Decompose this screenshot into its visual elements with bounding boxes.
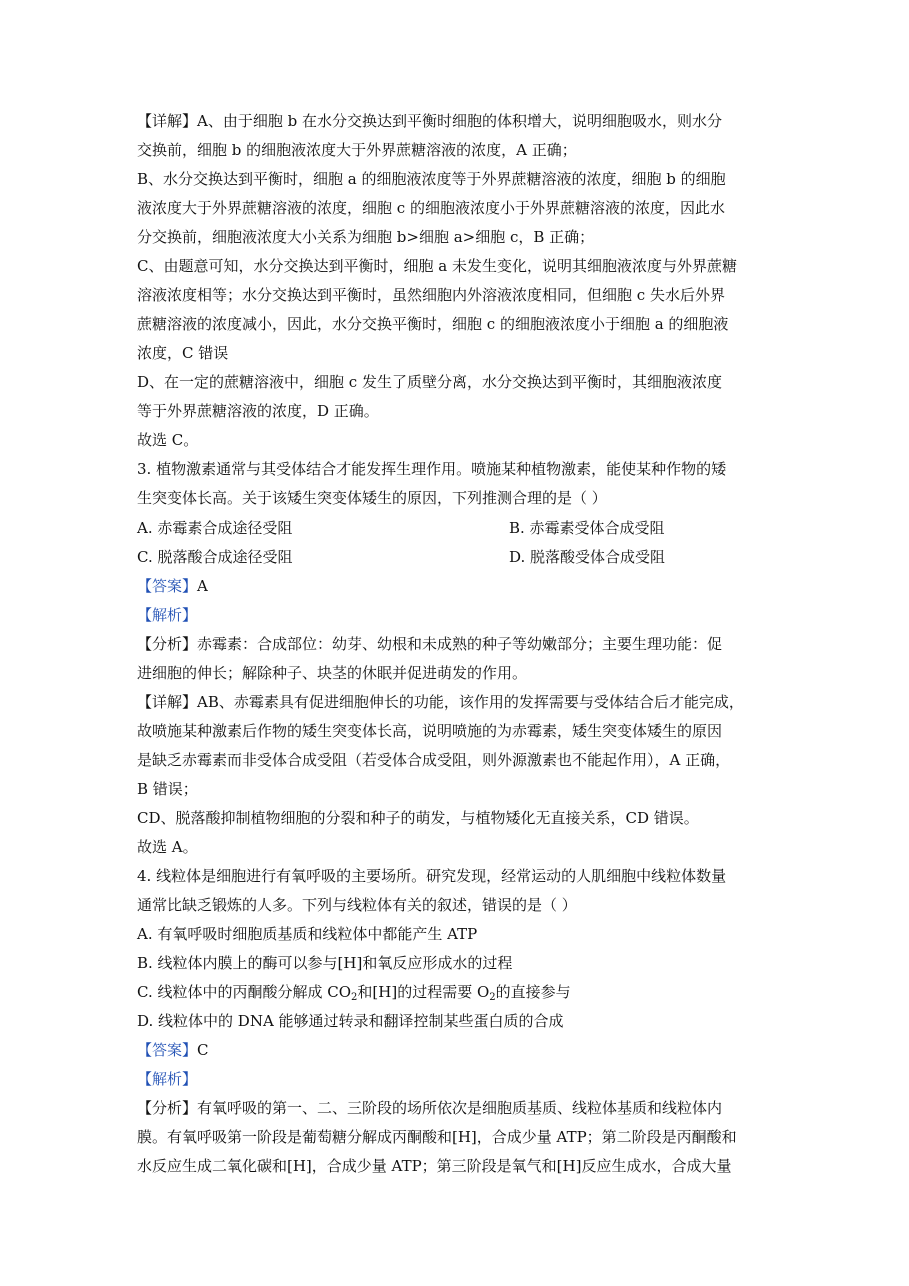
answer-tag: 【答案】	[137, 1041, 198, 1059]
q2-detail-line-1: 【详解】A、由于细胞 b 在水分交换达到平衡时细胞的体积增大，说明细胞吸水，则水分	[137, 112, 722, 130]
q3-analysis-tag: 【解析】	[137, 606, 198, 624]
q2-detail-line-5: 分交换前，细胞液浓度大小关系为细胞 b>细胞 a>细胞 c，B 正确；	[137, 228, 595, 246]
q3-stem-line-2: 生突变体长高。关于该矮生突变体矮生的原因，下列推测合理的是（ ）	[137, 489, 607, 507]
q3-choice: 故选 A。	[137, 838, 198, 856]
q2-detail-line-7: 溶液浓度相等；水分交换达到平衡时，虽然细胞内外溶液浓度相同，但细胞 c 失水后外界	[137, 286, 725, 304]
q2-detail-line-4: 液浓度大于外界蔗糖溶液的浓度，细胞 c 的细胞液浓度小于外界蔗糖溶液的浓度，因此水	[137, 199, 725, 217]
q3-detail-line-4: B 错误；	[137, 780, 198, 798]
q3-fenxi-line-2: 进细胞的伸长；解除种子、块茎的休眠并促进萌发的作用。	[137, 664, 528, 682]
q4-stem-line-1: 4. 线粒体是细胞进行有氧呼吸的主要场所。研究发现，经常运动的人肌细胞中线粒体数量	[137, 867, 727, 885]
q4-fenxi-line-1: 【分析】有氧呼吸的第一、二、三阶段的场所依次是细胞质基质、线粒体基质和线粒体内	[137, 1099, 723, 1117]
q3-option-b: B. 赤霉素受体合成受阻	[509, 519, 665, 537]
q3-fenxi-line-1: 【分析】赤霉素：合成部位：幼芽、幼根和未成熟的种子等幼嫩部分；主要生理功能：促	[137, 635, 723, 653]
q4-option-b: B. 线粒体内膜上的酶可以参与[H]和氧反应形成水的过程	[137, 954, 513, 972]
q2-detail-line-3: B、水分交换达到平衡时，细胞 a 的细胞液浓度等于外界蔗糖溶液的浓度，细胞 b 的细胞	[137, 170, 726, 188]
q2-detail-line-6: C、由题意可知，水分交换达到平衡时，细胞 a 未发生变化，说明其细胞液浓度与外界蔗糖	[137, 257, 737, 275]
q3-detail-line-3: 是缺乏赤霉素而非受体合成受阻（若受体合成受阻，则外源激素也不能起作用），A 正确，	[137, 751, 731, 769]
q3-option-a: A. 赤霉素合成途径受阻	[137, 519, 293, 537]
q2-detail-line-10: D、在一定的蔗糖溶液中，细胞 c 发生了质壁分离，水分交换达到平衡时，其细胞液浓度	[137, 373, 722, 391]
q2-choice: 故选 C。	[137, 431, 199, 449]
q3-detail-line-2: 故喷施某种激素后作物的矮生突变体长高，说明喷施的为赤霉素，矮生突变体矮生的原因	[137, 722, 723, 740]
q3-answer: 【答案】A	[137, 577, 208, 595]
q4-analysis-tag: 【解析】	[137, 1070, 198, 1088]
q3-stem-line-1: 3. 植物激素通常与其受体结合才能发挥生理作用。喷施某种植物激素，能使某种作物的矮	[137, 460, 727, 478]
q4-option-d: D. 线粒体中的 DNA 能够通过转录和翻译控制某些蛋白质的合成	[137, 1012, 564, 1030]
q4-stem-line-2: 通常比缺乏锻炼的人多。下列与线粒体有关的叙述，错误的是（ ）	[137, 896, 577, 914]
q2-detail-line-11: 等于外界蔗糖溶液的浓度，D 正确。	[137, 402, 379, 420]
q3-detail-line-5: CD、脱落酸抑制植物细胞的分裂和种子的萌发，与植物矮化无直接关系，CD 错误。	[137, 809, 699, 827]
q2-detail-line-8: 蔗糖溶液的浓度减小，因此，水分交换平衡时，细胞 c 的细胞液浓度小于细胞 a 的细胞液	[137, 315, 729, 333]
q4-answer: 【答案】C	[137, 1041, 209, 1059]
q4-option-c: C. 线粒体中的丙酮酸分解成 $CO_2$和[H]的过程需要 $O_2$的直接参与	[137, 983, 571, 1003]
q4-fenxi-line-3: 水反应生成二氧化碳和[H]，合成少量 ATP；第三阶段是氧气和[H]反应生成水，合成大量	[137, 1157, 732, 1175]
q3-option-d: D. 脱落酸受体合成受阻	[509, 548, 666, 566]
q2-detail-line-9: 浓度，C 错误	[137, 344, 229, 362]
q4-option-a: A. 有氧呼吸时细胞质基质和线粒体中都能产生 ATP	[137, 925, 478, 943]
answer-tag: 【答案】	[137, 577, 198, 595]
q3-option-c: C. 脱落酸合成途径受阻	[137, 548, 293, 566]
q3-detail-line-1: 【详解】AB、赤霉素具有促进细胞伸长的功能，该作用的发挥需要与受体结合后才能完成，	[137, 693, 744, 711]
q4-fenxi-line-2: 膜。有氧呼吸第一阶段是葡萄糖分解成丙酮酸和[H]，合成少量 ATP；第二阶段是丙酮酸和	[137, 1128, 737, 1146]
q2-detail-line-2: 交换前，细胞 b 的细胞液浓度大于外界蔗糖溶液的浓度，A 正确；	[137, 141, 577, 159]
